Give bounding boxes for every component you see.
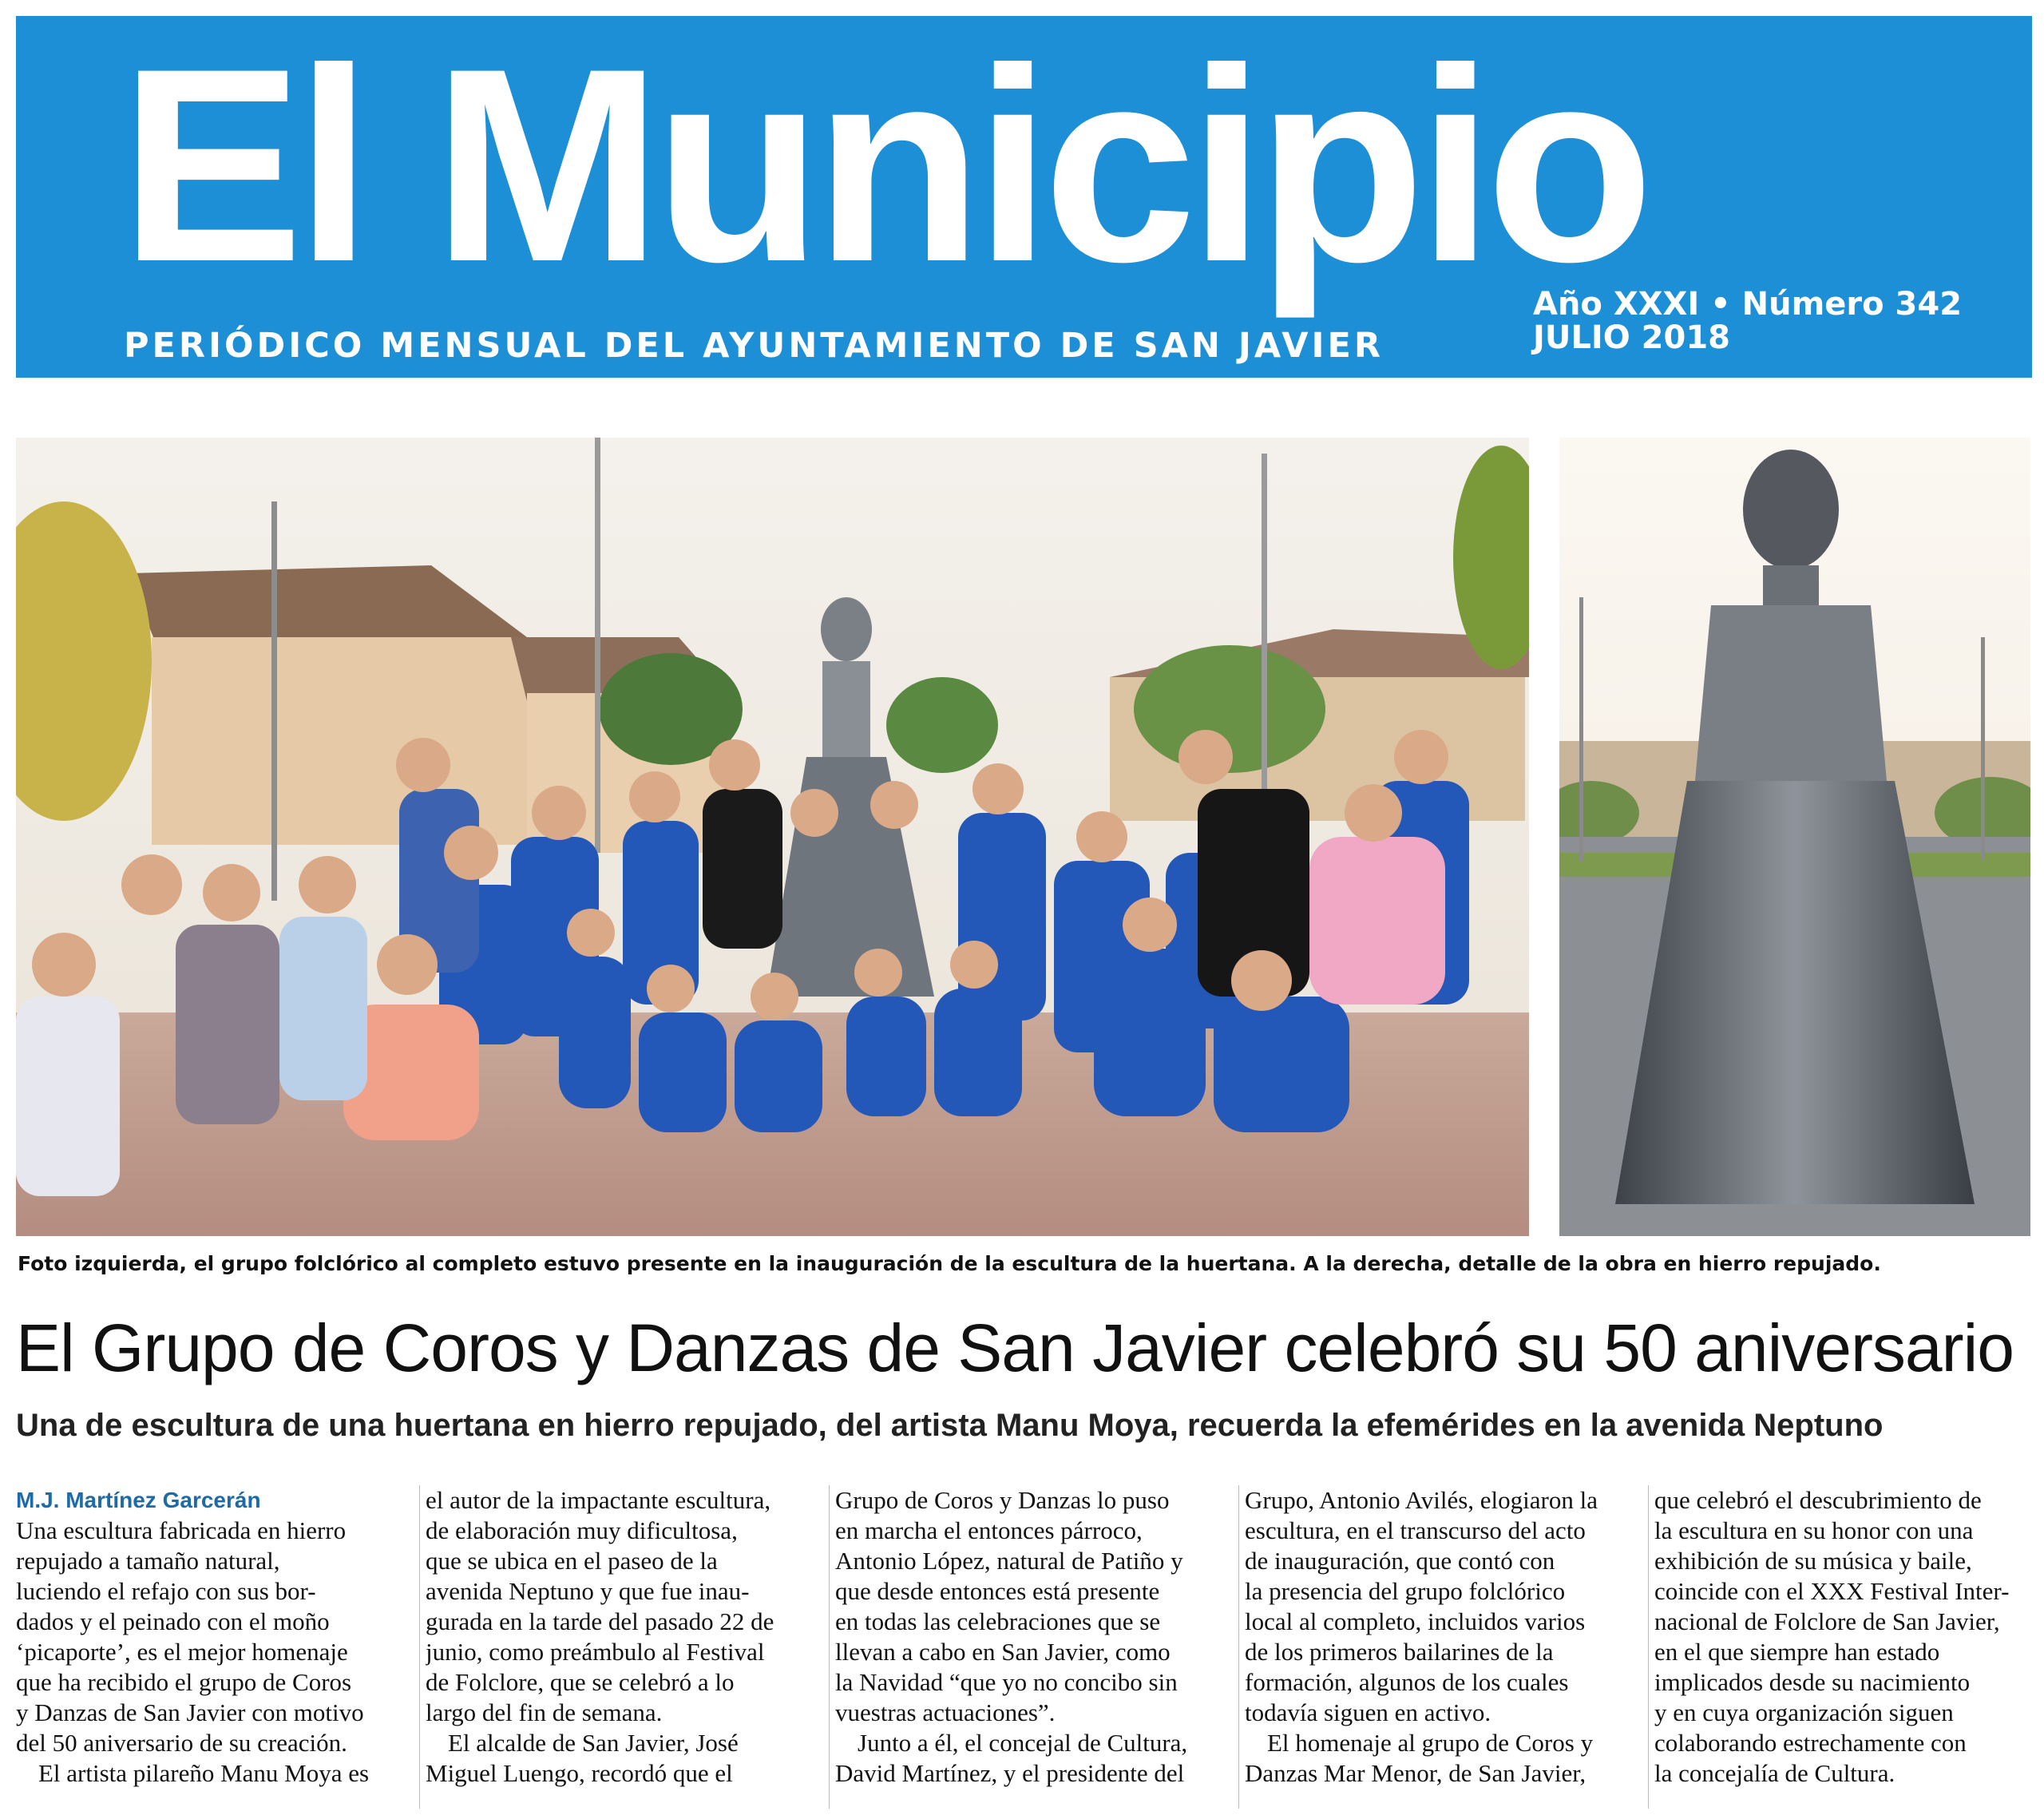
text-line: de los primeros bailarines de la xyxy=(1245,1638,1554,1666)
text-line: El artista pilareño Manu Moya es xyxy=(38,1759,370,1787)
text-line: Grupo, Antonio Avilés, elogiaron la xyxy=(1245,1486,1598,1514)
column-divider xyxy=(1648,1485,1649,1809)
text-line: todavía siguen en activo. xyxy=(1245,1698,1491,1726)
article-column-3 xyxy=(835,1485,1223,1809)
text-line: en el que siempre han estado xyxy=(1654,1638,1940,1666)
text-line: colaborando estrechamente con xyxy=(1654,1729,1967,1757)
text-line: vuestras actuaciones”. xyxy=(835,1698,1056,1726)
text-line: la Navidad “que yo no concibo sin xyxy=(835,1668,1178,1696)
article-body xyxy=(16,1485,2032,1809)
text-line: que se ubica en el paseo de la xyxy=(426,1547,718,1575)
text-line: Una escultura fabricada en hierro xyxy=(16,1516,347,1544)
text-line: implicados desde su nacimiento xyxy=(1654,1668,1971,1696)
text-line: dados y el peinado con el moño xyxy=(16,1607,330,1635)
column-divider xyxy=(419,1485,420,1809)
issue-info xyxy=(1533,287,1962,355)
text-line: largo del fin de semana. xyxy=(426,1698,663,1726)
text-line: Junto a él, el concejal de Cultura, xyxy=(858,1729,1188,1757)
photo-caption: Foto izquierda, el grupo folclórico al completo estuvo presente en la inauguración de la escultura de la huertana. A la derecha, detalle de la obra en hierro repujado. xyxy=(18,1252,1881,1275)
text-line: Miguel Luengo, recordó que el xyxy=(426,1759,733,1787)
text-line: nacional de Folclore de San Javier, xyxy=(1654,1607,2000,1635)
text-line: en marcha el entonces párroco, xyxy=(835,1516,1143,1544)
text-line: del 50 aniversario de su creación. xyxy=(16,1729,347,1757)
text-line: en todas las celebraciones que se xyxy=(835,1607,1161,1635)
newspaper-subtitle: PERIÓDICO MENSUAL DEL AYUNTAMIENTO DE SAN JAVIER xyxy=(124,326,1384,366)
sculpture-photo-image xyxy=(1559,438,2030,1236)
text-line: que desde entonces está presente xyxy=(835,1577,1160,1605)
column-divider xyxy=(829,1485,830,1809)
article-subheadline: Una de escultura de una huertana en hierro repujado, del artista Manu Moya, recuerda la efemérides en la avenida Neptuno xyxy=(16,1408,1884,1443)
masthead xyxy=(16,12,2032,378)
text-line: gurada en la tarde del pasado 22 de xyxy=(426,1607,774,1635)
text-line: coincide con el XXX Festival Inter- xyxy=(1654,1577,2010,1605)
text-line: la concejalía de Cultura. xyxy=(1654,1759,1895,1787)
text-line: de inauguración, que contó con xyxy=(1245,1547,1555,1575)
group-photo xyxy=(16,438,1529,1236)
text-line: El alcalde de San Javier, José xyxy=(448,1729,739,1757)
text-line: y en cuya organización siguen xyxy=(1654,1698,1954,1726)
newspaper-title: El Municipio xyxy=(120,12,1646,319)
issue-number: Año XXXI • Número 342 xyxy=(1533,286,1963,323)
text-line: El homenaje al grupo de Coros y xyxy=(1267,1729,1594,1757)
article-column-2 xyxy=(426,1485,814,1809)
article-headline: El Grupo de Coros y Danzas de San Javier celebró su 50 aniversario xyxy=(16,1310,2014,1385)
text-line: avenida Neptuno y que fue inau- xyxy=(426,1577,750,1605)
text-line: la escultura en su honor con una xyxy=(1654,1516,1974,1544)
text-line: David Martínez, y el presidente del xyxy=(835,1759,1185,1787)
article-column-4 xyxy=(1245,1485,1633,1809)
text-line: el autor de la impactante escultura, xyxy=(426,1486,771,1514)
group-photo-image xyxy=(16,438,1529,1236)
byline: M.J. Martínez Garcerán xyxy=(16,1488,261,1512)
text-line: formación, algunos de los cuales xyxy=(1245,1668,1569,1696)
text-line: y Danzas de San Javier con motivo xyxy=(16,1698,364,1726)
text-line: ‘picaporte’, es el mejor homenaje xyxy=(16,1638,348,1666)
sculpture-photo xyxy=(1559,438,2030,1236)
text-line: la presencia del grupo folclórico xyxy=(1245,1577,1566,1605)
article-column-5 xyxy=(1654,1485,2042,1809)
column-divider xyxy=(1238,1485,1239,1809)
article-column-1 xyxy=(16,1485,404,1809)
text-line: escultura, en el transcurso del acto xyxy=(1245,1516,1586,1544)
text-line: repujado a tamaño natural, xyxy=(16,1547,280,1575)
text-line: Grupo de Coros y Danzas lo puso xyxy=(835,1486,1170,1514)
text-line: Danzas Mar Menor, de San Javier, xyxy=(1245,1759,1586,1787)
text-line: luciendo el refajo con sus bor- xyxy=(16,1577,316,1605)
text-line: de Folclore, que se celebró a lo xyxy=(426,1668,735,1696)
text-line: llevan a cabo en San Javier, como xyxy=(835,1638,1171,1666)
text-line: junio, como preámbulo al Festival xyxy=(426,1638,765,1666)
issue-date: JULIO 2018 xyxy=(1533,319,1730,356)
text-line: de elaboración muy dificultosa, xyxy=(426,1516,738,1544)
text-line: Antonio López, natural de Patiño y xyxy=(835,1547,1183,1575)
text-line: exhibición de su música y baile, xyxy=(1654,1547,1972,1575)
text-line: local al completo, incluidos varios xyxy=(1245,1607,1586,1635)
text-line: que ha recibido el grupo de Coros xyxy=(16,1668,352,1696)
text-line: que celebró el descubrimiento de xyxy=(1654,1486,1982,1514)
